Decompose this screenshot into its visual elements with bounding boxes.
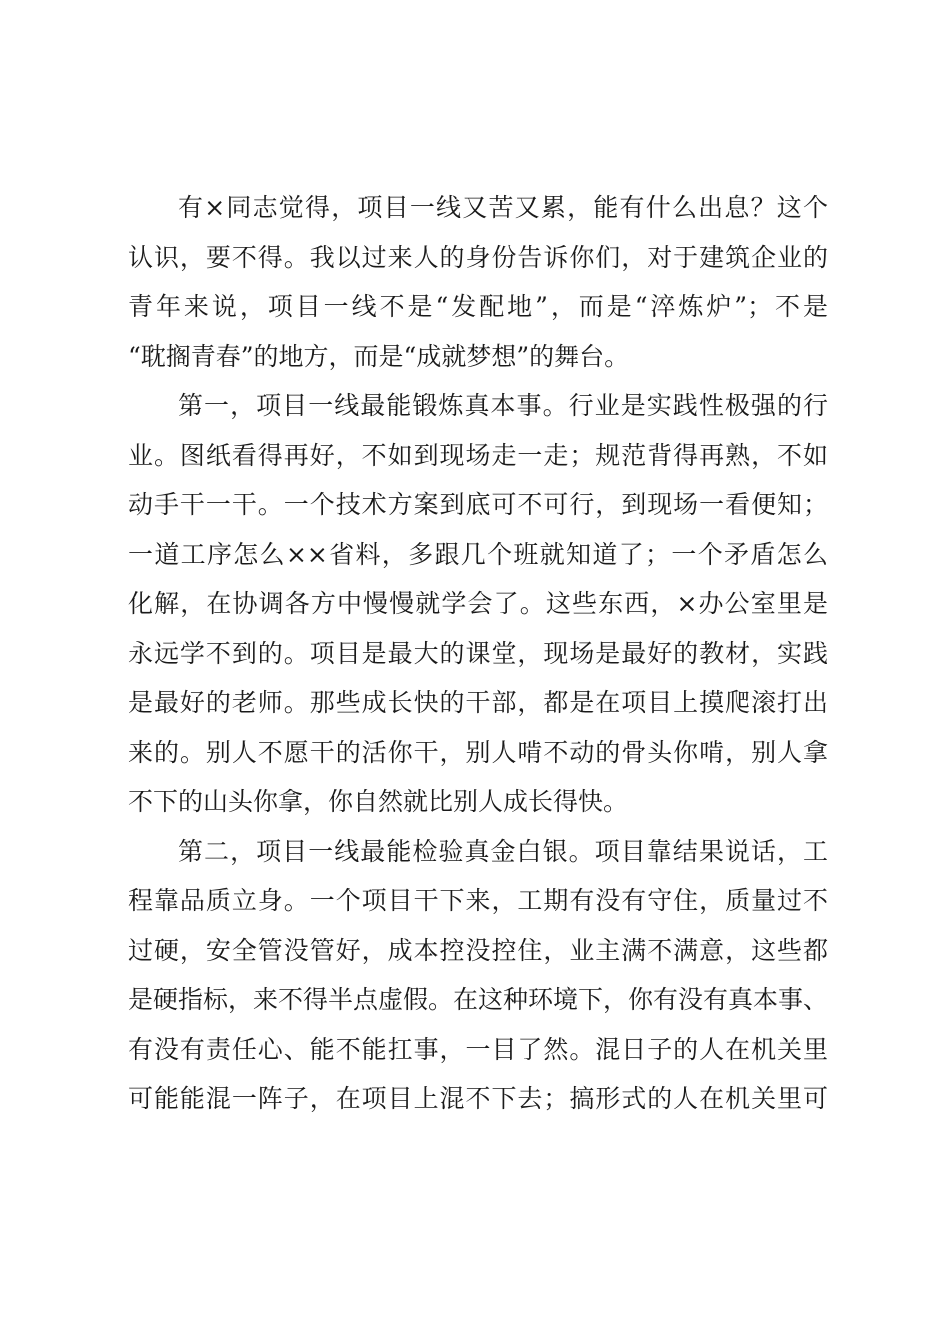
text-line: 不下的山头你拿，你自然就比别人成长得快。 [128,787,629,816]
paragraph-1 [128,183,828,381]
text-line: 一道工序怎么××省料，多跟几个班就知道了；一个矛盾怎么 [128,539,828,569]
text-line: 认识，要不得。我以过来人的身份告诉你们，对于建筑企业的 [128,242,828,272]
text-line: 青年来说，项目一线不是“发配地”，而是“淬炼炉”；不是 [128,292,828,321]
text-line: 有×同志觉得，项目一线又苦又累，能有什么出息？这个 [178,193,828,222]
paragraph-2 [128,381,828,827]
text-line: 业。图纸看得再好，不如到现场走一走；规范背得再熟，不如 [128,440,828,470]
text-line: 第二，项目一线最能检验真金白银。项目靠结果说话，工 [178,836,828,866]
text-line: 可能能混一阵子，在项目上混不下去；搞形式的人在机关里可 [128,1084,828,1113]
document-body [128,183,828,1124]
text-line: 永远学不到的。项目是最大的课堂，现场是最好的教材，实践 [128,638,828,668]
text-line: 来的。别人不愿干的活你干，别人啃不动的骨头你啃，别人拿 [128,737,828,767]
text-line: 是最好的老师。那些成长快的干部，都是在项目上摸爬滚打出 [128,688,828,717]
text-line: 过硬，安全管没管好，成本控没控住，业主满不满意，这些都 [128,935,828,965]
text-line: 有没有责任心、能不能扛事，一目了然。混日子的人在机关里 [128,1034,828,1064]
text-line: 动手干一干。一个技术方案到底可不可行，到现场一看便知； [128,490,828,519]
paragraph-3 [128,827,828,1124]
text-line: 是硬指标，来不得半点虚假。在这种环境下，你有没有真本事、 [128,985,829,1014]
text-line: 第一，项目一线最能锻炼真本事。行业是实践性极强的行 [178,391,828,420]
text-line: 程靠品质立身。一个项目干下来，工期有没有守住，质量过不 [128,886,828,915]
text-line: 化解，在协调各方中慢慢就学会了。这些东西，×办公室里是 [128,589,828,618]
text-line: “耽搁青春”的地方，而是“成就梦想”的舞台。 [128,341,630,371]
